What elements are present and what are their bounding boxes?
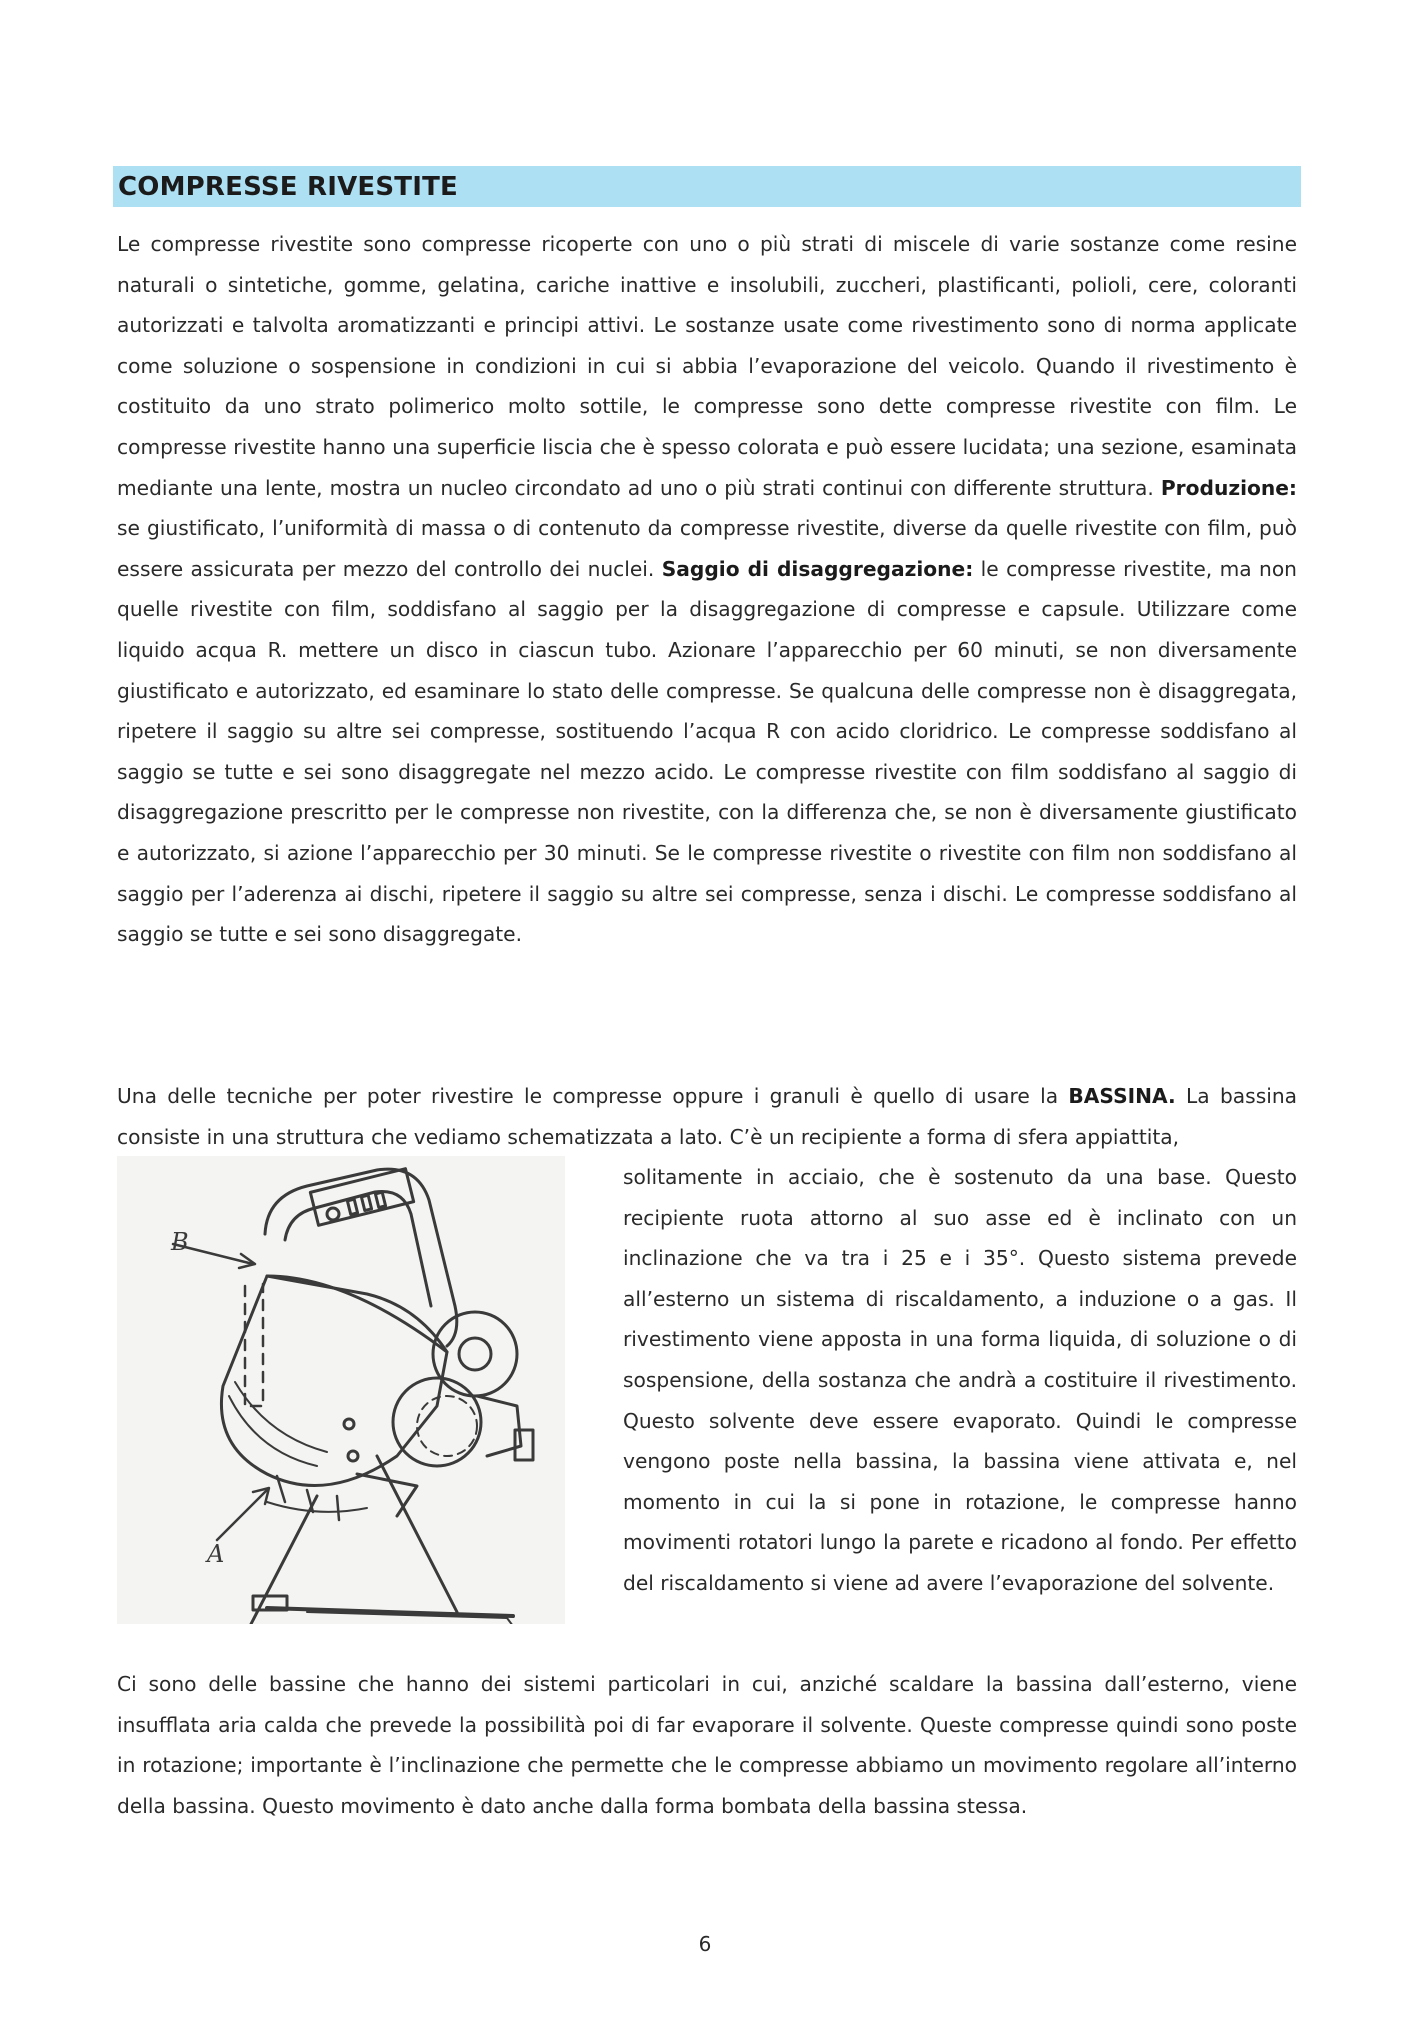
arrow-a-line [217, 1490, 267, 1540]
switch-1 [347, 1199, 357, 1214]
produzione-text: se giustificato, l’uniformità di massa o di contenuto da compresse rivestite, diverse da quelle rivestite con film, può essere assicurata per mezzo del controllo dei nuclei. [117, 516, 1297, 581]
bassina-text-after: La bassina consiste in una struttura che vediamo schematizzata a lato. C’è un recipiente a forma di sfera appiattita, [117, 1084, 1297, 1149]
paragraph-bassina-intro [117, 1076, 1297, 1157]
bassina-text-before: Una delle tecniche per poter rivestire le compresse oppure i granuli è quello di usare la [117, 1084, 1069, 1108]
switch-3 [375, 1192, 385, 1207]
paragraph-bassina-wrapped: solitamente in acciaio, che è sostenuto da una base. Questo recipiente ruota attorno al suo asse ed è inclinato con un inclinazione che va tra i 25 e i 35°. Questo sistema prevede all’esterno un sistema di riscaldamento, a induzione o a gas. Il rivestimento viene apposta in una forma liquida, di soluzione o di sospensione, della sostanza che andrà a costituire il rivestimento. Questo solvente deve essere evaporato. Quindi le compresse vengono poste nella bassina, la bassina viene attivata e, nel momento in cui la si pone in rotazione, le compresse hanno movimenti rotatori lungo la parete e ricadono al fondo. Per effetto del riscaldamento si viene ad avere l’evaporazione del solvente. [623, 1165, 1297, 1595]
bassina-diagram [117, 1156, 565, 1624]
motor-pulley [459, 1338, 491, 1370]
label-b: B [171, 1228, 189, 1256]
paragraph-coated-tablets [117, 224, 1297, 955]
drive-wheel [393, 1378, 481, 1466]
section-heading: COMPRESSE RIVESTITE [118, 172, 458, 202]
stand-strut [357, 1474, 417, 1516]
saggio-label: Saggio di disaggregazione: [661, 556, 974, 581]
gear-nozzle [515, 1430, 533, 1460]
paragraph-intro: Le compresse rivestite sono compresse ricoperte con uno o più strati di miscele di varie sostanze come resine naturali o sintetiche, gomme, gelatina, cariche inattive e insolubili, zuccheri, plastificanti, polioli, cere, coloranti autorizzati e talvolta aromatizzanti e principi attivi. Le sostanze usate come rivestimento sono di norma applicate come soluzione o sospensione in condizioni in cui si abbia l’evaporazione del veicolo. Quando il rivestimento è costituito da uno strato polimerico molto sottile, le compresse sono dette compresse rivestite con film. Le compresse rivestite hanno una superficie liscia che è spesso colorata e può essere lucidata; una sezione, esaminata mediante una lente, mostra un nucleo circondato ad uno o più strati continui con differente struttura. [117, 232, 1297, 500]
page-number: 6 [698, 1932, 712, 1956]
heater-rail [267, 1502, 367, 1512]
stand-leg-left [251, 1496, 317, 1624]
drive-wheel-dashed [417, 1396, 477, 1456]
pan-rim [267, 1276, 447, 1352]
paragraph-hot-air-pans: Ci sono delle bassine che hanno dei sistemi particolari in cui, anziché scaldare la bassina dall’esterno, viene insufflata aria calda che prevede la possibilità poi di far evaporare il solvente. Queste compresse quindi sono poste in rotazione; importante è l’inclinazione che permette che le compresse abbiamo un movimento regolare all’interno della bassina. Questo movimento è dato anche dalla forma bombata della bassina stessa. [117, 1672, 1297, 1818]
switch-2 [361, 1195, 371, 1210]
saggio-text: le compresse rivestite, ma non quelle rivestite con film, soddisfano al saggio per la disaggregazione di compresse e capsule. Utilizzare come liquido acqua R. mettere un disco in ciascun tubo. Azionare l’apparecchio per 60 minuti, se non diversamente giustificato e autorizzato, ed esaminare lo stato delle compresse. Se qualcuna delle compresse non è disaggregata, ripetere il saggio su altre sei compresse, sostituendo l’acqua R con acido cloridrico. Le compresse soddisfano al saggio se tutte e sei sono disaggregate nel mezzo acido. Le compresse rivestite con film soddisfano al saggio di disaggregazione prescritto per le compresse non rivestite, con la differenza che, se non è diversamente giustificato e autorizzato, si azione l’apparecchio per 30 minuti. Se le compresse rivestite o rivestite con film non soddisfano al saggio per l’aderenza ai dischi, ripetere il saggio su altre sei compresse, senza i dischi. Le compresse soddisfano al saggio se tutte e sei sono disaggregate. [117, 556, 1297, 947]
knob-1 [327, 1208, 339, 1220]
produzione-label: Produzione: [1160, 475, 1297, 500]
pan-opening [245, 1284, 263, 1406]
label-a: A [207, 1540, 225, 1568]
bassina-figure [117, 1156, 565, 1624]
bolt-2 [348, 1451, 358, 1461]
bassina-label: BASSINA. [1068, 1084, 1176, 1108]
pan-body [221, 1276, 447, 1486]
bolt-1 [344, 1419, 354, 1429]
pan-shading-2 [235, 1382, 327, 1452]
